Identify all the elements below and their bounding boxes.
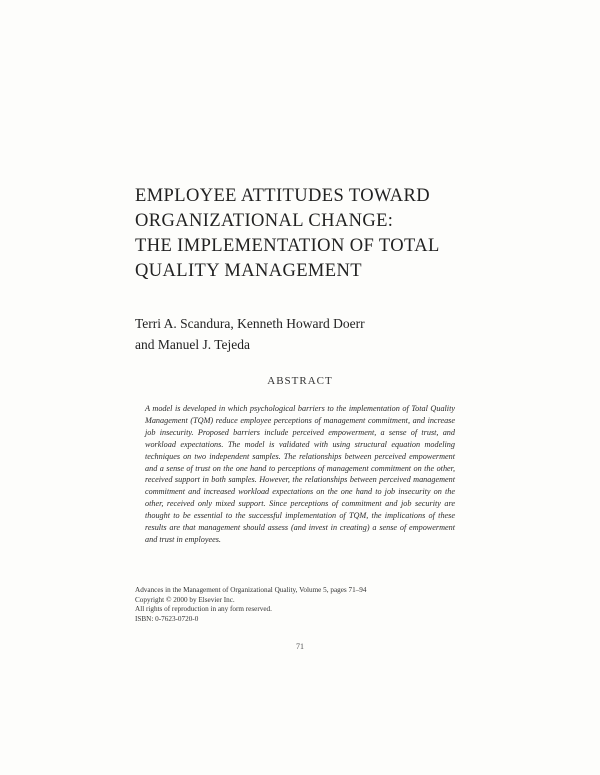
author-list — [135, 313, 435, 355]
author-line: Terri A. Scandura, Kenneth Howard Doerr — [135, 316, 365, 331]
title-line: QUALITY MANAGEMENT — [135, 261, 362, 281]
abstract-heading: ABSTRACT — [267, 375, 333, 387]
title-line: THE IMPLEMENTATION OF TOTAL — [135, 236, 440, 256]
citation-line: Advances in the Management of Organizational Quality, Volume 5, pages 71–94 — [135, 586, 367, 594]
title-line: ORGANIZATIONAL CHANGE: — [135, 211, 394, 231]
author-line: and Manuel J. Tejeda — [135, 337, 251, 352]
page-number: 71 — [296, 642, 304, 651]
rights-line: All rights of reproduction in any form reserved. — [135, 605, 272, 613]
article-title — [135, 184, 465, 284]
publication-info — [135, 586, 465, 624]
title-line: EMPLOYEE ATTITUDES TOWARD — [135, 186, 431, 206]
abstract-text: A model is developed in which psychological barriers to the implementation of Total Quality Management (TQM) reduce employee perceptions of management commitment, and increase job insecurity. Proposed barriers include perceived empowerment, a sense of trust, and workload expectations. The model is validated with using structural equation modeling techniques on two independent samples. The relationships between perceived empowerment and a sense of trust on the one hand to perceptions of management commitment on the other, received support in both samples. However, the relationships between perceived management commitment and increased workload expectations on the one hand to job insecurity on the other, received only mixed support. Since perceptions of commitment and job security are thought to be essential to the successful implementation of TQM, the implications of these results are that management should assess (and invest in creating) a sense of empowerment and trust in employees. — [145, 404, 455, 544]
copyright-line: Copyright © 2000 by Elsevier Inc. — [135, 595, 235, 604]
isbn-line: ISBN: 0-7623-0720-0 — [135, 614, 199, 623]
